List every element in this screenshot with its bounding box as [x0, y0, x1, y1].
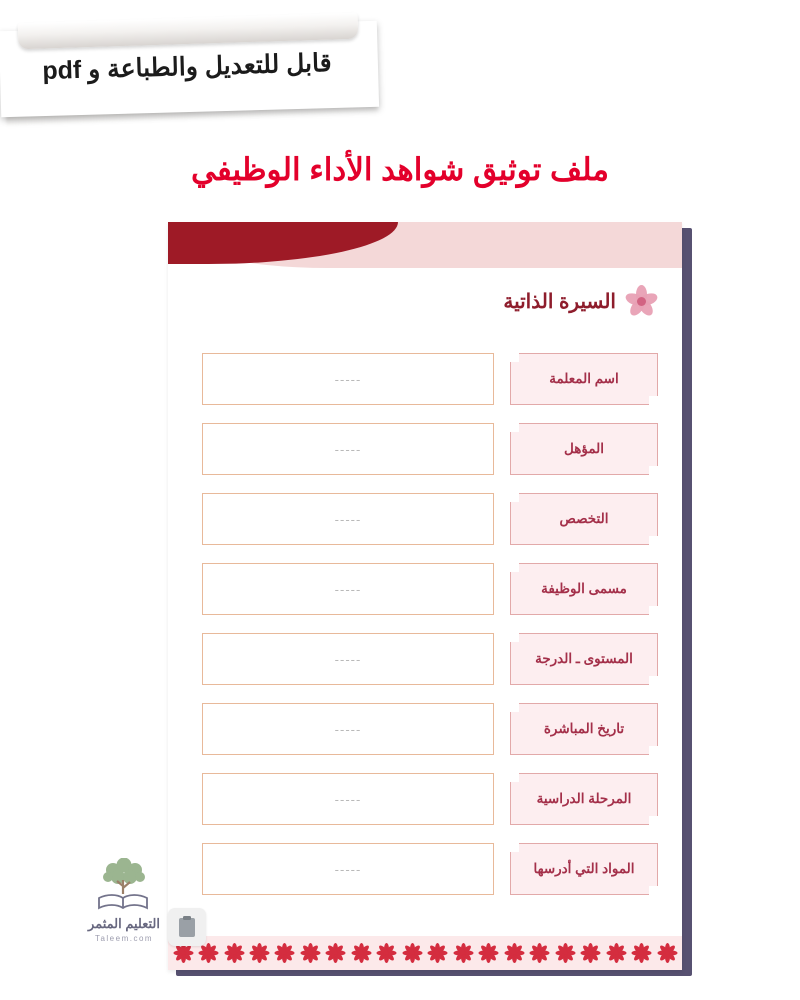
cv-table: [168, 344, 682, 904]
row-label: المؤهل: [510, 423, 658, 475]
clipboard-badge[interactable]: [168, 908, 206, 946]
flower-icon: [503, 942, 525, 964]
page-title: ملف توثيق شواهد الأداء الوظيفي: [190, 152, 609, 187]
flower-icon: [274, 942, 296, 964]
flower-icon: [325, 942, 347, 964]
flower-icon: [376, 942, 398, 964]
flower-icon: [223, 942, 245, 964]
row-label: المرحلة الدراسية: [510, 773, 658, 825]
row-label: اسم المعلمة: [510, 353, 658, 405]
table-row: [168, 624, 682, 694]
row-value-field[interactable]: -----: [202, 563, 494, 615]
tree-book-icon: [89, 858, 159, 914]
row-label: المستوى ـ الدرجة: [510, 633, 658, 685]
flower-icon: [631, 942, 653, 964]
row-label: التخصص: [510, 493, 658, 545]
row-value-field[interactable]: -----: [202, 423, 494, 475]
floral-bottom-border: [168, 936, 682, 970]
row-value-field[interactable]: -----: [202, 493, 494, 545]
flower-icon: [401, 942, 423, 964]
flower-icon: [452, 942, 474, 964]
flower-icon: [656, 942, 678, 964]
flower-icon: [554, 942, 576, 964]
table-row: [168, 764, 682, 834]
table-row: [168, 414, 682, 484]
table-row: [168, 484, 682, 554]
row-value-field[interactable]: -----: [202, 703, 494, 755]
table-row: [168, 554, 682, 624]
section-title: السيرة الذاتية: [503, 290, 616, 313]
logo-name: التعليم المثمر: [88, 916, 160, 931]
flower-icon: [249, 942, 271, 964]
table-row: [168, 694, 682, 764]
banner-text: قابل للتعديل والطباعة و pdf: [41, 48, 332, 86]
row-value-field[interactable]: -----: [202, 353, 494, 405]
flower-icon: [427, 942, 449, 964]
row-value-field[interactable]: -----: [202, 633, 494, 685]
flower-icon: [478, 942, 500, 964]
flower-icon: [580, 942, 602, 964]
promo-banner: [0, 18, 400, 138]
flower-icon: [605, 942, 627, 964]
logo-url: Taleem.com: [94, 934, 154, 943]
flower-icon: [299, 942, 321, 964]
row-label: مسمى الوظيفة: [510, 563, 658, 615]
table-row: [168, 834, 682, 904]
site-logo: [66, 858, 182, 943]
document-sheet: [168, 222, 682, 970]
flower-icon: [529, 942, 551, 964]
flower-icon: [624, 284, 658, 318]
row-value-field[interactable]: -----: [202, 843, 494, 895]
section-header: [503, 284, 658, 318]
clipboard-icon: [177, 915, 197, 939]
table-row: [168, 344, 682, 414]
row-label: تاريخ المباشرة: [510, 703, 658, 755]
flower-icon: [350, 942, 372, 964]
row-label: المواد التي أدرسها: [510, 843, 658, 895]
row-value-field[interactable]: -----: [202, 773, 494, 825]
